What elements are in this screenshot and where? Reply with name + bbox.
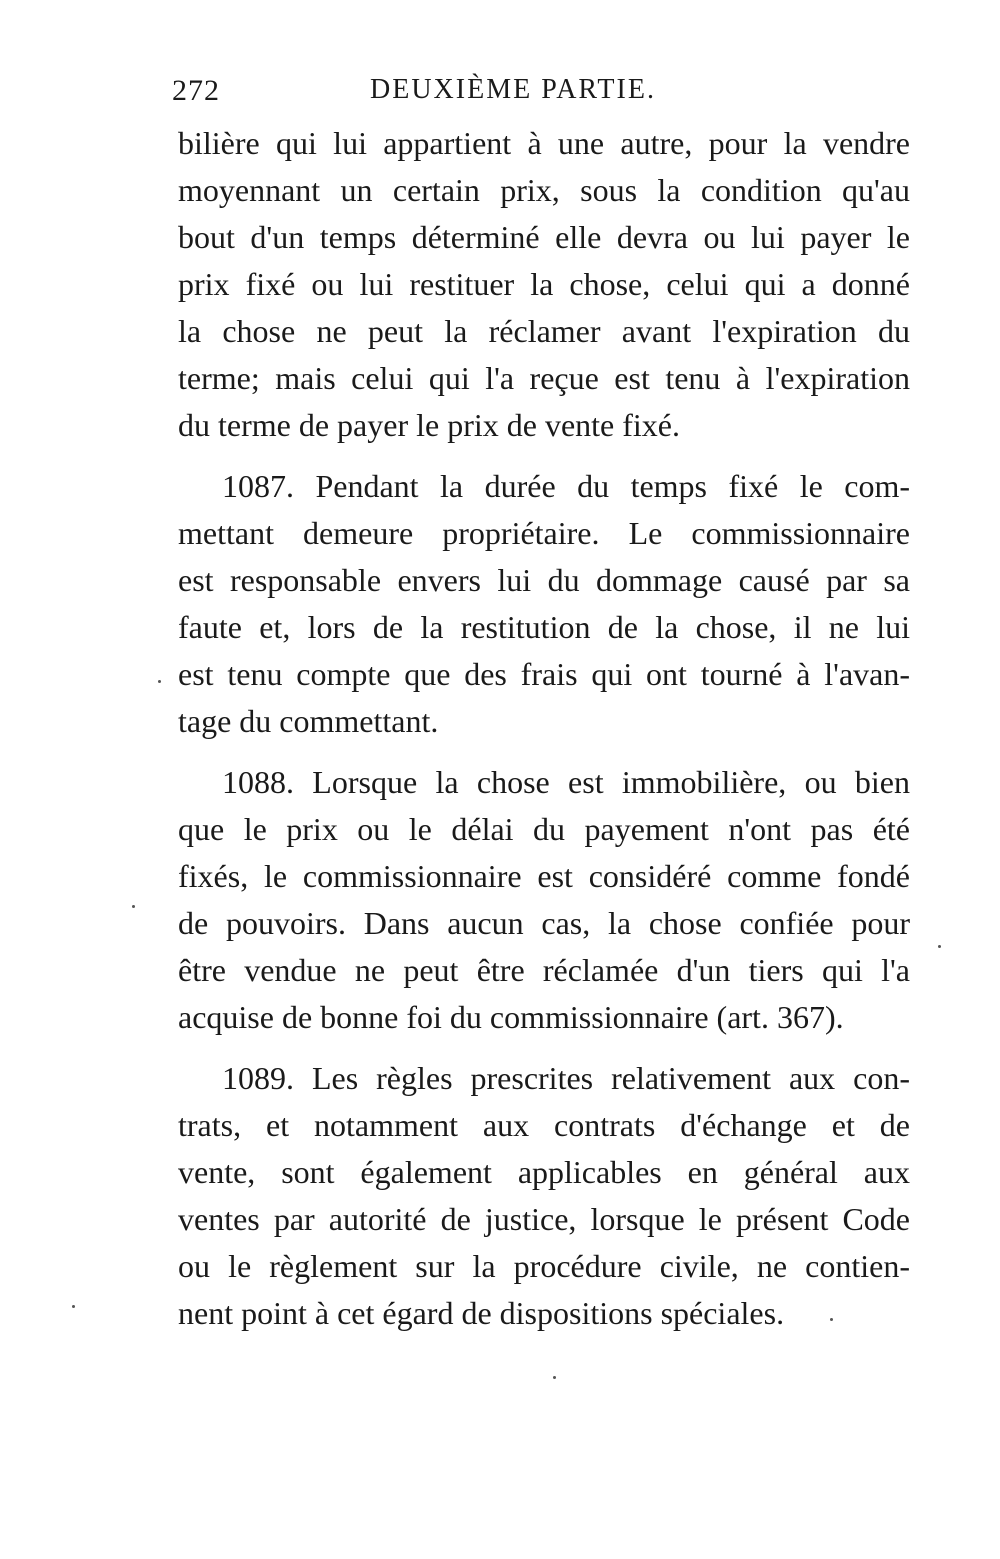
article-1088 [178, 759, 910, 1041]
text-line: vente, sont également applicables en général aux [178, 1154, 910, 1190]
text-line: est responsable envers lui du dommage causé par sa [178, 562, 910, 598]
text-line: bilière qui lui appartient à une autre, pour la vendre [178, 125, 910, 161]
body-text [178, 120, 910, 1351]
text-line: fixés, le commissionnaire est considéré comme fondé [178, 858, 910, 894]
text-line: moyennant un certain prix, sous la condition qu'au [178, 172, 910, 208]
text-line: tage du commettant. [178, 703, 439, 739]
page-number: 272 [172, 74, 220, 107]
article-1087 [178, 463, 910, 745]
running-head: DEUXIÈME PARTIE. [370, 74, 656, 105]
text-line: ou le règlement sur la procédure civile, ne contien- [178, 1248, 910, 1284]
text-line: du terme de payer le prix de vente fixé. [178, 407, 680, 443]
text-line: 1088. Lorsque la chose est immobilière, ou bien [222, 764, 910, 800]
text-line: que le prix ou le délai du payement n'ont pas été [178, 811, 910, 847]
text-line: bout d'un temps déterminé elle devra ou lui payer le [178, 219, 910, 255]
text-line: la chose ne peut la réclamer avant l'expiration du [178, 313, 910, 349]
paragraph-continuation [178, 120, 910, 449]
print-speck [72, 1305, 75, 1308]
text-line: mettant demeure propriétaire. Le commissionnaire [178, 515, 910, 551]
text-line: ventes par autorité de justice, lorsque le présent Code [178, 1201, 910, 1237]
print-speck [132, 905, 135, 908]
text-line: trats, et notamment aux contrats d'échange et de [178, 1107, 910, 1143]
text-line: nent point à cet égard de dispositions spéciales. [178, 1295, 785, 1331]
print-speck [158, 680, 161, 683]
text-line: prix fixé ou lui restituer la chose, celui qui a donné [178, 266, 910, 302]
text-line: acquise de bonne foi du commissionnaire (art. 367). [178, 999, 844, 1035]
print-speck [830, 1318, 833, 1321]
text-line: de pouvoirs. Dans aucun cas, la chose confiée pour [178, 905, 910, 941]
text-line: 1089. Les règles prescrites relativement aux con- [222, 1060, 910, 1096]
page-header [172, 74, 912, 118]
print-speck [553, 1376, 556, 1379]
text-line: est tenu compte que des frais qui ont tourné à l'avan- [178, 656, 910, 692]
text-line: 1087. Pendant la durée du temps fixé le com- [222, 468, 910, 504]
text-line: faute et, lors de la restitution de la chose, il ne lui [178, 609, 910, 645]
text-line: terme; mais celui qui l'a reçue est tenu à l'expiration [178, 360, 910, 396]
article-1089 [178, 1055, 910, 1337]
text-line: être vendue ne peut être réclamée d'un tiers qui l'a [178, 952, 910, 988]
print-speck [938, 945, 941, 948]
